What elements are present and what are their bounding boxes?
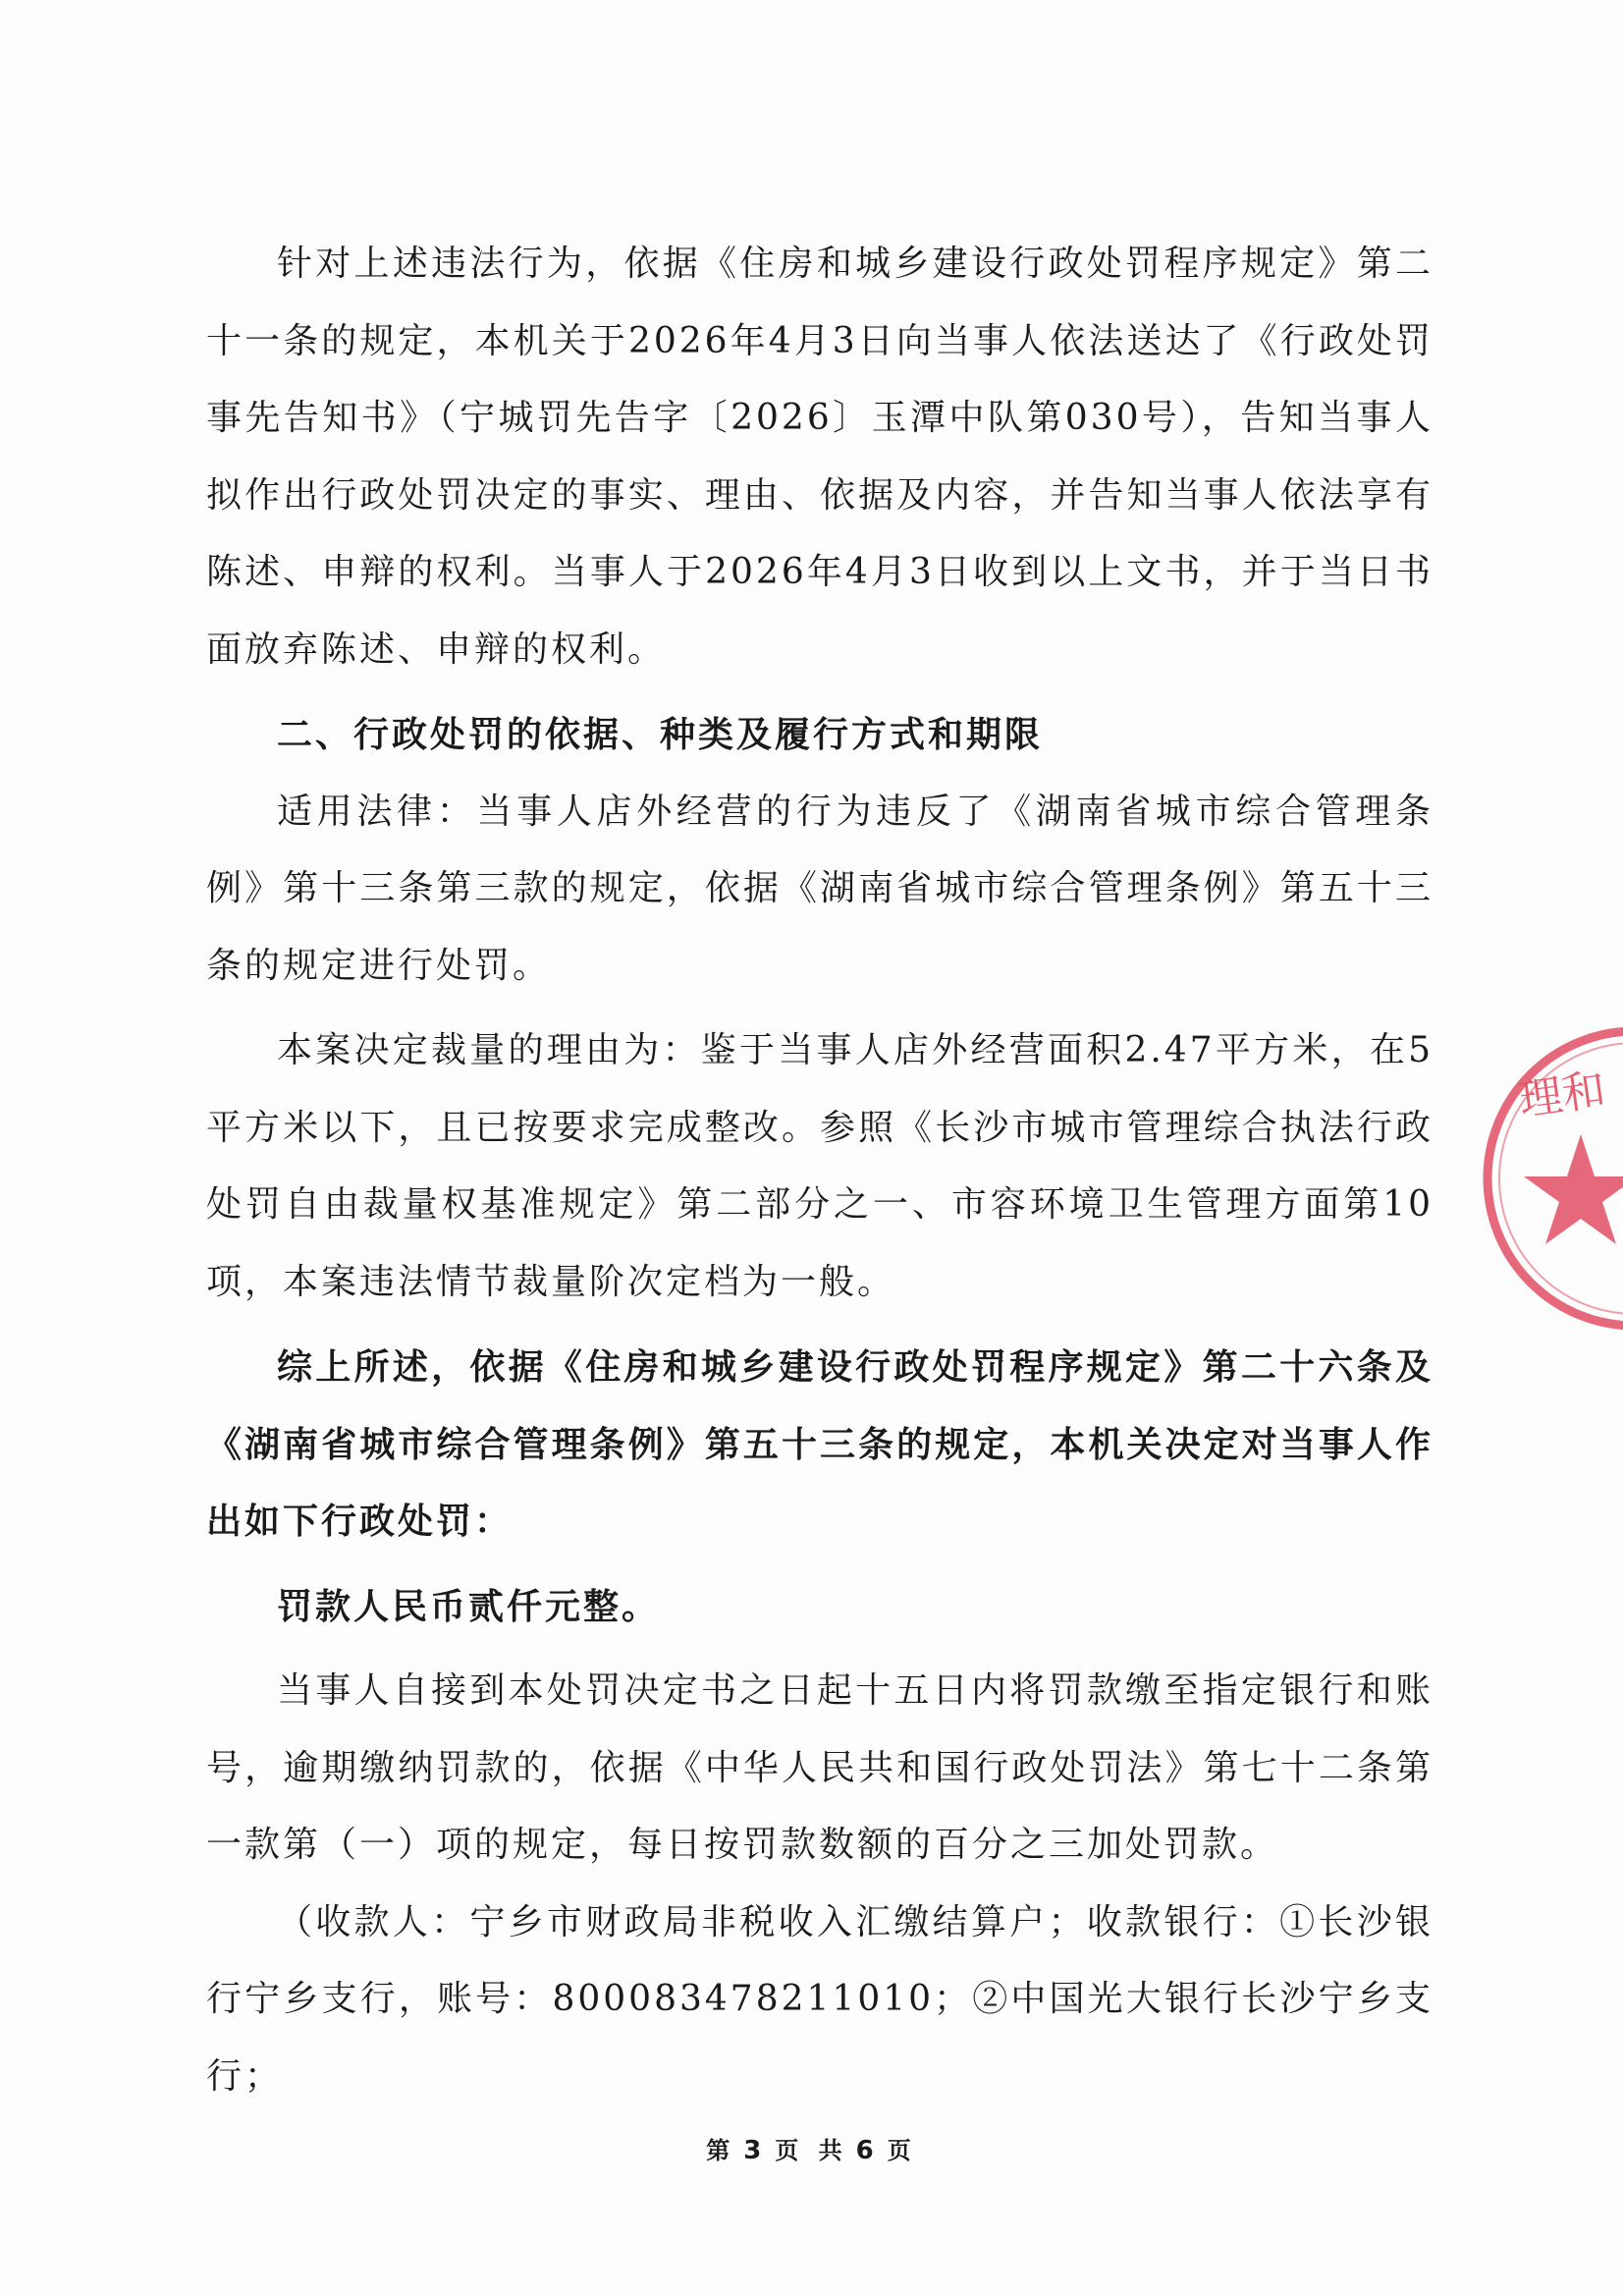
- official-seal: [1473, 992, 1623, 1365]
- document-body: [206, 226, 1434, 2115]
- seal-graphic: [1473, 992, 1623, 1365]
- paragraph-discretion-reason: 本案决定裁量的理由为：鉴于当事人店外经营面积2.47平方米，在5平方米以下，且已按要求完成整改。参照《长沙市城市管理综合执法行政处罚自由裁量权基准规定》第二部分之一、市容环境卫生管理方面第10项，本案违法情节裁量阶次定档为一般。: [206, 1030, 1434, 1302]
- total-page-number: 6: [855, 2136, 880, 2165]
- paragraph-decision-summary: 综上所述，依据《住房和城乡建设行政处罚程序规定》第二十六条及《湖南省城市综合管理条例》第五十三条的规定，本机关决定对当事人作出如下行政处罚：: [206, 1346, 1434, 1542]
- paragraph-payee-info: （收款人：宁乡市财政局非税收入汇缴结算户；收款银行：①长沙银行宁乡支行，账号：800083478211010；②中国光大银行长沙宁乡支行；: [206, 1901, 1434, 2097]
- seal-star-icon: [1524, 1134, 1623, 1244]
- paragraph-payment-deadline: 当事人自接到本处罚决定书之日起十五日内将罚款缴至指定银行和账号，逾期缴纳罚款的，依据《中华人民共和国行政处罚法》第七十二条第一款第（一）项的规定，每日按罚款数额的百分之三加处罚款。: [206, 1670, 1434, 1865]
- paragraph-applicable-law: 适用法律：当事人店外经营的行为违反了《湖南省城市综合管理条例》第十三条第三款的规定，依据《湖南省城市综合管理条例》第五十三条的规定进行处罚。: [206, 791, 1434, 986]
- page-number-footer: [0, 2131, 1623, 2165]
- section-heading-penalty-basis: 二、行政处罚的依据、种类及履行方式和期限: [277, 714, 1044, 755]
- current-page-number: 3: [743, 2136, 768, 2165]
- seal-text: 理和: [1516, 1064, 1609, 1126]
- footer-suffix: 页: [887, 2137, 917, 2164]
- paragraph-fine-amount: 罚款人民币贰仟元整。: [277, 1585, 661, 1627]
- paragraph-notice-served: 针对上述违法行为，依据《住房和城乡建设行政处罚程序规定》第二十一条的规定，本机关于2026年4月3日向当事人依法送达了《行政处罚事先告知书》（宁城罚先告字〔2026〕玉潭中队第030号），告知当事人拟作出行政处罚决定的事实、理由、依据及内容，并告知当事人依法享有陈述、申辩的权利。当事人于2026年4月3日收到以上文书，并于当日书面放弃陈述、申辩的权利。: [206, 244, 1434, 670]
- footer-middle: 页 共: [775, 2137, 848, 2164]
- footer-prefix: 第: [706, 2137, 736, 2164]
